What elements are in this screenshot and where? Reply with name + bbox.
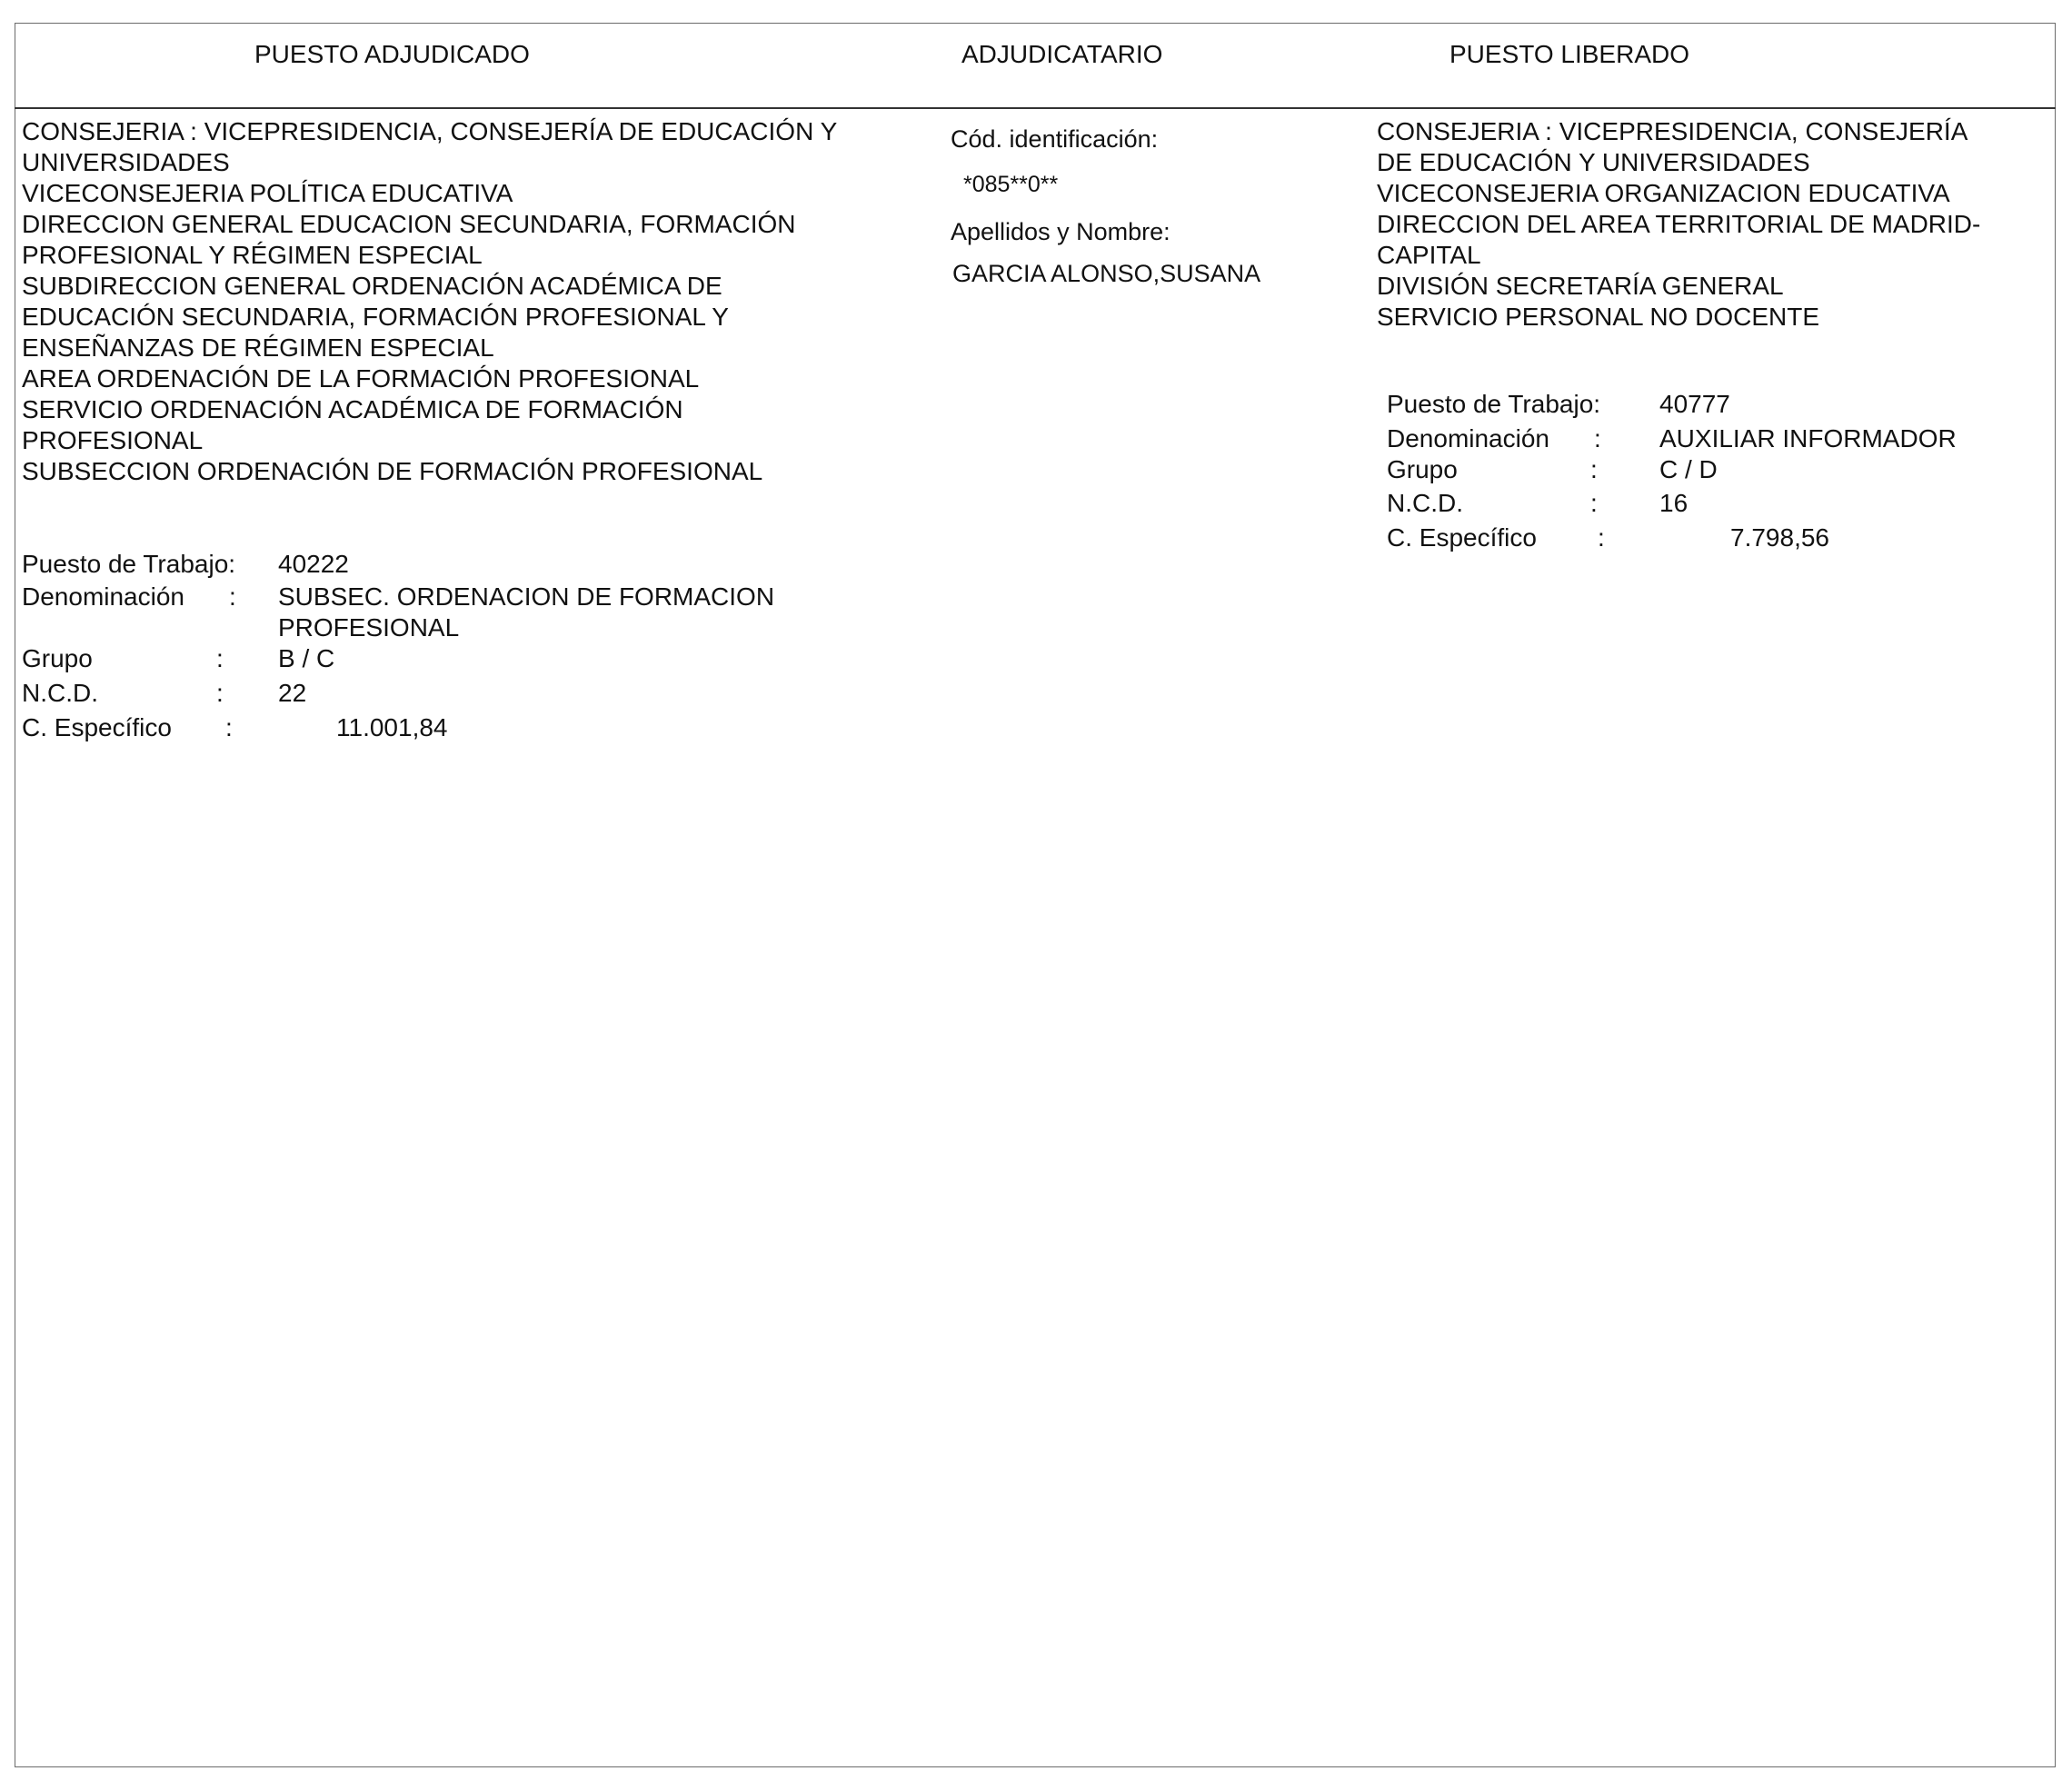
adjudicado-denominacion-colon: :: [229, 582, 236, 611]
adjudicado-puesto-value: 40222: [278, 550, 349, 578]
liberado-grupo-value: C / D: [1659, 455, 1718, 483]
org-line: UNIVERSIDADES: [22, 148, 230, 176]
header-divider: [15, 107, 2056, 109]
org-line: DIRECCION DEL AREA TERRITORIAL DE MADRID-: [1377, 210, 1981, 238]
liberado-puesto-label: Puesto de Trabajo:: [1387, 390, 1601, 418]
org-line: DE EDUCACIÓN Y UNIVERSIDADES: [1377, 148, 1810, 176]
liberado-puesto-value: 40777: [1659, 390, 1730, 418]
org-line: DIRECCION GENERAL EDUCACION SECUNDARIA, FORMACIÓN: [22, 210, 796, 238]
liberado-denominacion-colon: :: [1594, 424, 1601, 453]
adjudicatario-nombre-label: Apellidos y Nombre:: [951, 218, 1170, 245]
adjudicado-puesto-label: Puesto de Trabajo:: [22, 550, 236, 578]
liberado-especifico-value: 7.798,56: [1730, 523, 1829, 552]
adjudicado-ncd-value: 22: [278, 679, 307, 707]
org-line: DIVISIÓN SECRETARÍA GENERAL: [1377, 272, 1784, 300]
liberado-grupo-label: Grupo: [1387, 455, 1458, 483]
liberado-especifico-colon: :: [1598, 523, 1605, 552]
adjudicado-especifico-value: 11.001,84: [336, 713, 448, 741]
org-line: ENSEÑANZAS DE RÉGIMEN ESPECIAL: [22, 333, 494, 362]
org-line: CONSEJERIA : VICEPRESIDENCIA, CONSEJERÍA DE EDUCACIÓN Y: [22, 117, 838, 145]
adjudicado-ncd-label: N.C.D.: [22, 679, 98, 707]
adjudicatario-cod-label: Cód. identificación:: [951, 125, 1159, 153]
org-line: EDUCACIÓN SECUNDARIA, FORMACIÓN PROFESIONAL Y: [22, 303, 729, 331]
liberado-grupo-colon: :: [1590, 455, 1598, 483]
org-line: CONSEJERIA : VICEPRESIDENCIA, CONSEJERÍA: [1377, 117, 1968, 145]
adjudicado-grupo-label: Grupo: [22, 644, 93, 672]
org-line: AREA ORDENACIÓN DE LA FORMACIÓN PROFESIONAL: [22, 364, 700, 393]
liberado-denominacion-value: AUXILIAR INFORMADOR: [1659, 424, 1957, 453]
org-line: VICECONSEJERIA ORGANIZACION EDUCATIVA: [1377, 179, 1950, 207]
org-line: PROFESIONAL Y RÉGIMEN ESPECIAL: [22, 241, 483, 269]
adjudicado-ncd-colon: :: [216, 679, 224, 707]
adjudicatario-nombre-value: GARCIA ALONSO,SUSANA: [952, 260, 1261, 287]
liberado-ncd-label: N.C.D.: [1387, 489, 1463, 517]
liberado-ncd-value: 16: [1659, 489, 1688, 517]
adjudicatario-cod-value: *085**0**: [963, 172, 1059, 197]
adjudicado-grupo-colon: :: [216, 644, 224, 672]
org-line: SERVICIO PERSONAL NO DOCENTE: [1377, 303, 1819, 331]
org-line: SUBDIRECCION GENERAL ORDENACIÓN ACADÉMICA DE: [22, 272, 722, 300]
header-puesto-liberado: PUESTO LIBERADO: [1449, 40, 1690, 68]
adjudicado-grupo-value: B / C: [278, 644, 335, 672]
org-line: VICECONSEJERIA POLÍTICA EDUCATIVA: [22, 179, 513, 207]
header-puesto-adjudicado: PUESTO ADJUDICADO: [254, 40, 530, 68]
adjudicado-denominacion-value-cont: PROFESIONAL: [278, 613, 460, 642]
adjudicado-organization: [22, 116, 837, 487]
org-line: SERVICIO ORDENACIÓN ACADÉMICA DE FORMACIÓN: [22, 395, 683, 423]
header-adjudicatario: ADJUDICATARIO: [961, 40, 1163, 68]
liberado-denominacion-label: Denominación: [1387, 424, 1549, 453]
org-line: SUBSECCION ORDENACIÓN DE FORMACIÓN PROFESIONAL: [22, 457, 763, 485]
liberado-ncd-colon: :: [1590, 489, 1598, 517]
adjudicado-especifico-label: C. Específico: [22, 713, 172, 741]
adjudicado-denominacion-value: SUBSEC. ORDENACION DE FORMACION: [278, 582, 775, 611]
org-line: PROFESIONAL: [22, 426, 204, 454]
adjudicado-denominacion-label: Denominación: [22, 582, 184, 611]
liberado-organization: [1377, 116, 1980, 333]
adjudicado-especifico-colon: :: [225, 713, 233, 741]
liberado-especifico-label: C. Específico: [1387, 523, 1537, 552]
org-line: CAPITAL: [1377, 241, 1481, 269]
